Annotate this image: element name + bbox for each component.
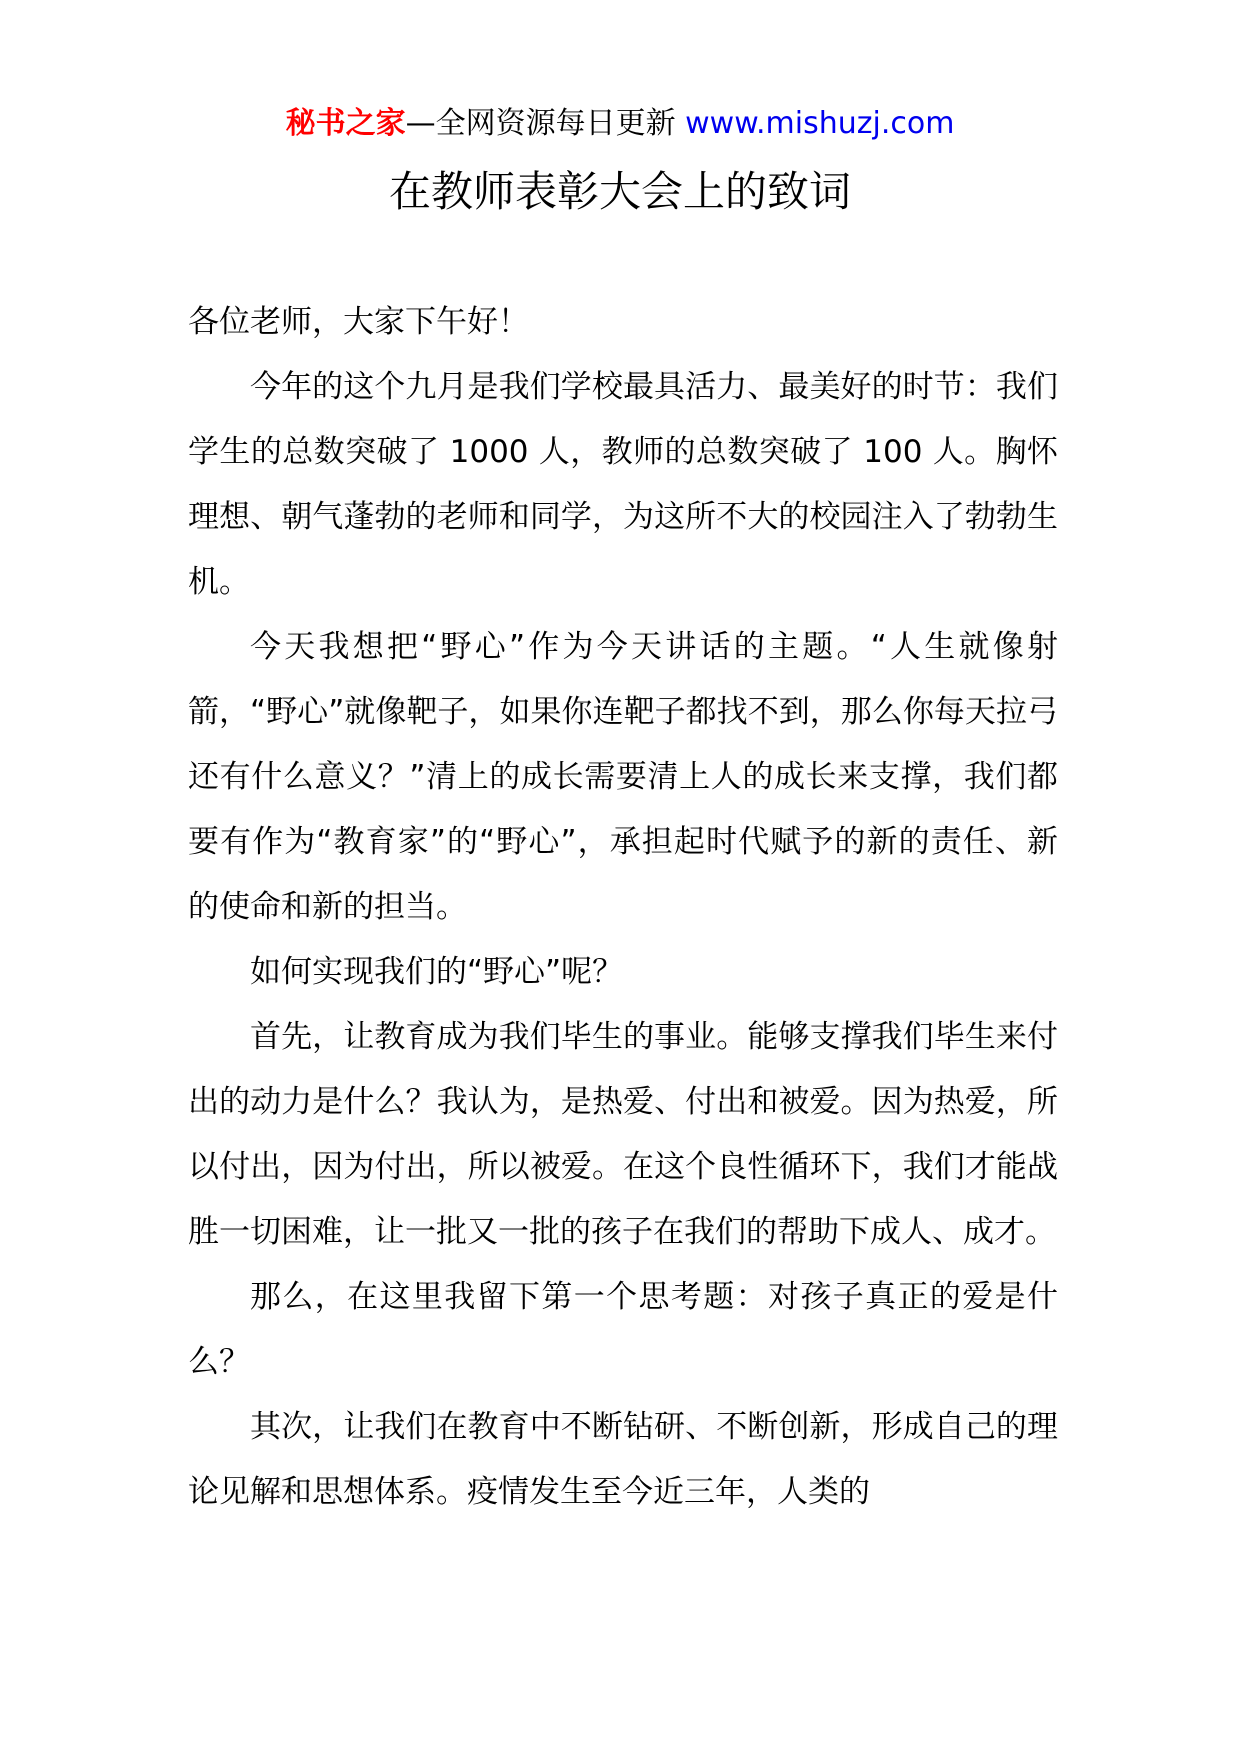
body-paragraph: 其次，让我们在教育中不断钻研、不断创新，形成自己的理论见解和思想体系。疫情发生至今近三年，人类的 bbox=[188, 1409, 1058, 1510]
salutation-paragraph: 各位老师，大家下午好！ bbox=[188, 304, 529, 340]
brand-name: 秘书之家 bbox=[285, 106, 406, 141]
body-paragraph: 今天我想把“野心”作为今天讲话的主题。“人生就像射箭，“野心”就像靶子，如果你连靶子都找不到，那么你每天拉弓还有什么意义？”清上的成长需要清上人的成长来支撑，我们都要有作为“教育家”的“野心”，承担起时代赋予的新的责任、新的使命和新的担当。 bbox=[188, 629, 1058, 925]
site-url-link[interactable]: www.mishuzj.com bbox=[685, 106, 955, 141]
body-paragraph: 首先，让教育成为我们毕生的事业。能够支撑我们毕生来付出的动力是什么？我认为，是热爱、付出和被爱。因为热爱，所以付出，因为付出，所以被爱。在这个良性循环下，我们才能战胜一切困难，让一批又一批的孩子在我们的帮助下成人、成才。 bbox=[188, 1019, 1058, 1250]
site-tagline: —全网资源每日更新 bbox=[405, 106, 676, 141]
body-paragraph: 今年的这个九月是我们学校最具活力、最美好的时节：我们学生的总数突破了 1000 人，教师的总数突破了 100 人。胸怀理想、朝气蓬勃的老师和同学，为这所不大的校园注入了勃勃生机。 bbox=[188, 369, 1058, 600]
site-header bbox=[0, 100, 1240, 148]
body-paragraph: 那么，在这里我留下第一个思考题：对孩子真正的爱是什么？ bbox=[188, 1279, 1058, 1380]
document-title: 在教师表彰大会上的致词 bbox=[388, 167, 851, 216]
document-body bbox=[188, 290, 1058, 1525]
body-paragraph: 如何实现我们的“野心”呢？ bbox=[250, 954, 624, 990]
